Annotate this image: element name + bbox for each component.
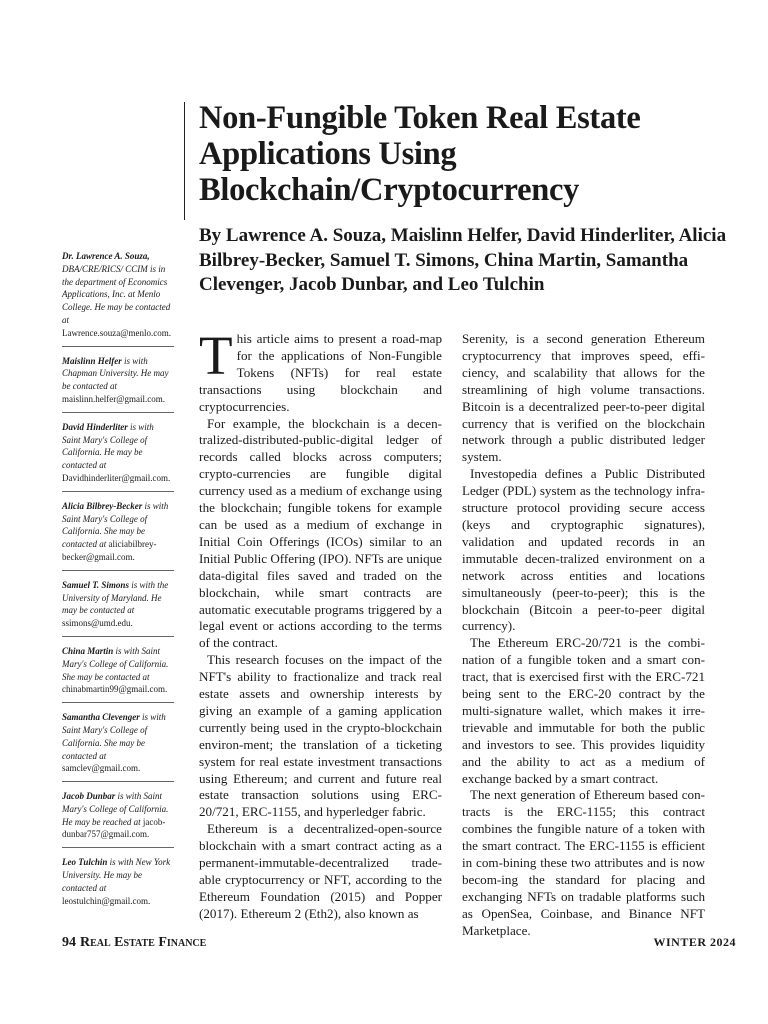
body-paragraph: This article aims to present a road-map for the applications of Non-Fungible Tokens (NFTs) for real estate transactions using blockchain and cryptocurrencies. <box>199 325 442 414</box>
body-column-left <box>199 325 442 923</box>
page-number: 94 <box>62 935 76 950</box>
issue-date: WINTER 2024 <box>653 935 736 949</box>
body-paragraph: Investopedia defines a Public Distributed Ledger (PDL) system as the technology infra-structure protocol providing secure access (keys and cryptographic signatures), validation and updated records in an immutable decen-tralized environment on a network across entities and locations simultaneously (peer-to-peer); this is the blockchain (Bitcoin a peer-to-peer digital currency). <box>462 466 705 634</box>
author-note: China Martin is with Saint Mary's College of California. She may be contacted at chinabmartin99@gmail.com. <box>62 636 174 702</box>
author-note: Leo Tulchin is with New York University. He may be contacted at leostulchin@gmail.com. <box>62 847 174 913</box>
footer-left <box>62 935 206 951</box>
author-note: Samuel T. Simons is with the University of Maryland. He may be contacted at ssimons@umd.edu. <box>62 570 174 636</box>
body-paragraph: This research focuses on the impact of the NFT's ability to fractionalize and track real estate assets and ownership interests by giving an example of a gaming application currently being used in the crypto-blockchain environ-ment; the translation of a ticketing system for real estate investment transactions using Ethereum; and current and future real estate transaction solutions using ERC-20/721, ERC-1155, and hyperledger fabric. <box>199 652 442 820</box>
author-note: Samantha Clevenger is with Saint Mary's College of California. She may be contacted at samclev@gmail.com. <box>62 702 174 781</box>
drop-cap: T <box>199 325 233 386</box>
title-vertical-rule <box>184 102 185 220</box>
article-byline: By Lawrence A. Souza, Maislinn Helfer, David Hinderliter, Alicia Bilbrey-Becker, Samuel T. Simons, China Martin, Samantha Clevenger, Jacob Dunbar, and Leo Tulchin <box>199 225 727 295</box>
page-footer <box>62 935 736 955</box>
body-paragraph: Ethereum is a decentralized-open-source blockchain with a smart contract acting as a permanent-immutable-decentralized trade-able cryptocurrency or NFT, according to the Ethereum Foundation (2015) and Popper (2017). Ethereum 2 (Eth2), also known as <box>199 821 442 921</box>
body-paragraph: The Ethereum ERC-20/721 is the combi-nation of a fungible token and a smart con-tract, that is exercised first with the ERC-721 being sent to the ERC-20 contract by the multi-signature wallet, which makes it irre-trievable and immutable for both the public and investors to see. This provides liquidity and the ability to act as a medium of exchange backed by a smart contract. <box>462 635 705 786</box>
author-note: Jacob Dunbar is with Saint Mary's College of California. He may be reached at jacob-dunbar757@gmail.com. <box>62 781 174 847</box>
body-paragraph: The next generation of Ethereum based con-tracts is the ERC-1155; this contract combines the fungible nature of a token with the smart contract. The ERC-1155 is efficient in com-bining these two attributes and is now becom-ing the standard for placing and exchanging NFTs on tradable platforms such as OpenSea, Coinbase, and Binance NFT Marketplace. <box>462 787 705 938</box>
body-column-right <box>462 331 705 940</box>
body-paragraph: For example, the blockchain is a decen-tralized-distributed-public-digital ledger of records called blocks across computers; crypto-currencies are fungible digital currency used as a medium of exchange using the blockchain; fungible tokens for example can be used as a medium of exchange in Initial Coin Offerings (ICOs) similar to an Initial Public Offering (IPO). NFTs are unique data-digital files saved and traded on the blockchain, while smart contracts are automatic executable programs triggered by a legal event or actions according to the terms of the contract. <box>199 415 442 651</box>
author-note: David Hinderliter is with Saint Mary's College of California. He may be contacted at Davidhinderliter@gmail.com. <box>62 412 174 491</box>
author-note: Alicia Bilbrey-Becker is with Saint Mary's College of California. She may be contacted at aliciabilbrey-becker@gmail.com. <box>62 491 174 570</box>
author-note: Maislinn Helfer is with Chapman University. He may be contacted at maislinn.helfer@gmail.com. <box>62 346 174 412</box>
author-note: Dr. Lawrence A. Souza, DBA/CRE/RICS/ CCIM is in the department of Economics Applications, Inc. at Menlo College. He may be contacted at Lawrence.souza@menlo.com. <box>62 251 171 338</box>
body-paragraph: Serenity, is a second generation Ethereum cryptocurrency that improves speed, effi-ciency, and scalability that allows for the streamlining of high volume transactions. Bitcoin is a decentralized peer-to-peer digital currency that is verified on the blockchain network through a public distributed ledger system. <box>462 331 705 465</box>
journal-name: Real Estate Finance <box>80 935 207 950</box>
author-notes-sidebar <box>62 250 174 913</box>
article-title: Non-Fungible Token Real Estate Applications Using Blockchain/Cryptocurrency <box>199 100 641 208</box>
